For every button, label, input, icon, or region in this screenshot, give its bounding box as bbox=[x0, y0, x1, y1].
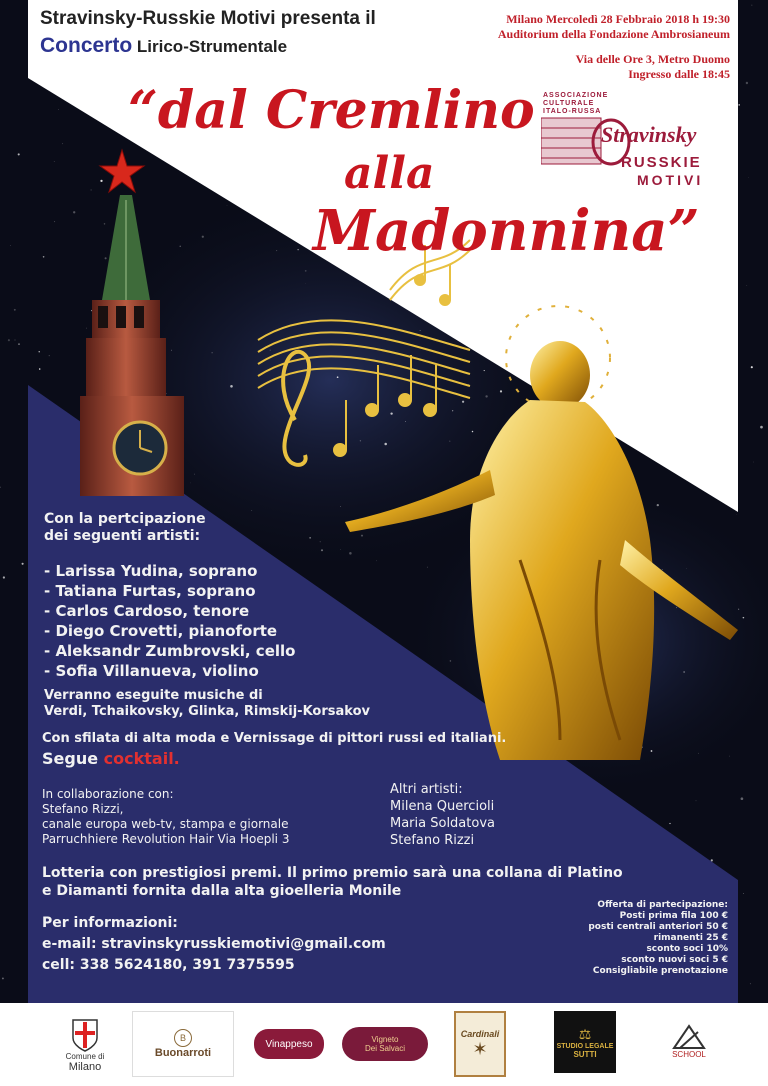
cardinali-name: Cardinali bbox=[460, 1028, 500, 1039]
offer-line: Offerta di partecipazione: bbox=[597, 900, 728, 910]
vigneto-logo bbox=[342, 1027, 428, 1061]
comune-line-1: Comune di bbox=[65, 1051, 105, 1061]
association-logo bbox=[541, 92, 729, 196]
comune-milano-logo bbox=[58, 1011, 112, 1079]
star-dot bbox=[180, 246, 181, 247]
star-dot bbox=[58, 109, 59, 110]
concert-type bbox=[40, 34, 287, 58]
star-dot bbox=[746, 82, 748, 84]
star-dot bbox=[452, 410, 453, 411]
star-dot bbox=[86, 328, 87, 329]
star-dot bbox=[361, 535, 363, 537]
star-dot bbox=[309, 537, 310, 538]
milano-crest-icon bbox=[71, 1018, 99, 1052]
school-logo bbox=[664, 1011, 714, 1071]
compass-icon: ✶ bbox=[472, 1038, 488, 1059]
vigneto-line-1: Vigneto bbox=[371, 1035, 399, 1044]
star-dot bbox=[91, 189, 92, 190]
star-dot bbox=[337, 376, 339, 378]
star-dot bbox=[696, 801, 697, 802]
address: Via delle Ore 3, Metro Duomo bbox=[575, 52, 730, 66]
star-dot bbox=[450, 441, 451, 442]
collab-line-2: Stefano Rizzi, bbox=[42, 802, 124, 816]
title-line-1: “dal Cremlino bbox=[128, 80, 535, 141]
star-dot bbox=[760, 426, 763, 429]
other-artists-heading: Altri artisti: bbox=[390, 782, 463, 797]
star-dot bbox=[2, 977, 4, 979]
star-dot bbox=[462, 401, 464, 403]
star-dot bbox=[450, 660, 452, 662]
buonarroti-logo bbox=[132, 1011, 234, 1077]
star-dot bbox=[384, 443, 387, 446]
date-time: Milano Mercoledì 28 Febbraio 2018 h 19:30 bbox=[506, 12, 730, 26]
star-dot bbox=[18, 343, 20, 345]
star-dot bbox=[62, 143, 63, 144]
cocktail-word: cocktail. bbox=[103, 749, 180, 768]
star-dot bbox=[698, 753, 699, 754]
star-dot bbox=[171, 350, 172, 351]
offer-line: Posti prima fila 100 € bbox=[619, 911, 728, 921]
cardinali-logo bbox=[454, 1011, 506, 1077]
star-dot bbox=[468, 384, 469, 385]
artist-item: - Larissa Yudina, soprano bbox=[44, 562, 258, 580]
school-emblem-icon bbox=[672, 1024, 706, 1050]
collaboration bbox=[42, 787, 289, 847]
scales-icon: ⚖ bbox=[578, 1025, 592, 1042]
star-dot bbox=[49, 355, 50, 356]
star-dot bbox=[298, 249, 299, 250]
association-brand: Stravinsky bbox=[601, 122, 697, 147]
fashion-line: Con sfilata di alta moda e Vernissage di pittori russi ed italiani. bbox=[42, 731, 507, 746]
other-artist-name: Milena Quercioli bbox=[390, 799, 495, 814]
star-dot bbox=[472, 431, 474, 433]
artist-item: - Sofia Villanueva, violino bbox=[44, 662, 259, 680]
music-program bbox=[44, 688, 370, 720]
other-artists bbox=[390, 781, 495, 849]
assoc-line-1: ASSOCIAZIONE bbox=[543, 92, 609, 99]
star-dot bbox=[252, 510, 253, 511]
assoc-line-2: CULTURALE bbox=[543, 100, 595, 107]
event-location bbox=[576, 52, 730, 82]
star-dot bbox=[22, 563, 24, 565]
star-dot bbox=[738, 609, 739, 610]
star-dot bbox=[405, 421, 406, 422]
artist-list bbox=[44, 561, 295, 681]
star-dot bbox=[43, 256, 45, 258]
star-dot bbox=[100, 180, 102, 182]
star-dot bbox=[194, 474, 195, 475]
star-dot bbox=[746, 285, 747, 286]
contact-heading: Per informazioni: bbox=[42, 915, 178, 931]
lottery bbox=[42, 864, 623, 900]
segue-word: Segue bbox=[42, 749, 99, 768]
star-dot bbox=[270, 350, 271, 351]
star-dot bbox=[230, 385, 233, 388]
star-dot bbox=[743, 893, 744, 894]
artist-item: - Carlos Cardoso, tenore bbox=[44, 602, 250, 620]
collab-line-4: Parruchhiere Revolution Hair Via Hoepli 3 bbox=[42, 832, 290, 846]
vinappeso-logo: Vinappeso bbox=[254, 1029, 324, 1059]
offer-line: posti centrali anteriori 50 € bbox=[588, 922, 728, 932]
other-artist-name: Stefano Rizzi bbox=[390, 833, 475, 848]
offer-line: sconto soci 10% bbox=[646, 944, 728, 954]
intro-line-1: Con la pertcipazione bbox=[44, 511, 206, 527]
presenter-line: Stravinsky-Russkie Motivi presenta il bbox=[40, 8, 376, 29]
star-dot bbox=[14, 309, 16, 311]
offer-line: sconto nuovi soci 5 € bbox=[621, 955, 728, 965]
star-dot bbox=[15, 340, 16, 341]
school-name: SCHOOL bbox=[672, 1049, 706, 1059]
sponsor-strip bbox=[0, 1003, 768, 1086]
star-dot bbox=[276, 250, 277, 251]
collab-line-3: canale europa web-tv, stampa e giornale bbox=[42, 817, 289, 831]
star-dot bbox=[54, 161, 55, 162]
other-artist-name: Maria Soldatova bbox=[390, 816, 495, 831]
star-dot bbox=[741, 797, 744, 800]
concerto-word: Concerto bbox=[40, 34, 133, 57]
music-line-1: Verranno eseguite musiche di bbox=[44, 688, 263, 703]
artist-item: - Diego Crovetti, pianoforte bbox=[44, 622, 278, 640]
star-dot bbox=[190, 483, 191, 484]
star-dot bbox=[711, 859, 713, 861]
offer-line: rimanenti 25 € bbox=[653, 933, 728, 943]
artist-item: - Tatiana Furtas, soprano bbox=[44, 582, 256, 600]
star-dot bbox=[669, 823, 670, 824]
star-dot bbox=[657, 504, 659, 506]
association-name-1: RUSSKIE bbox=[621, 154, 702, 171]
association-subtitle bbox=[543, 92, 608, 116]
star-dot bbox=[3, 576, 5, 578]
studio-line-2: SUTTI bbox=[573, 1049, 597, 1059]
star-dot bbox=[752, 5, 753, 6]
buonarroti-emblem-icon: B bbox=[174, 1029, 192, 1047]
lottery-line-1: Lotteria con prestigiosi premi. Il primo premio sarà una collana di Platino bbox=[42, 865, 623, 881]
star-dot bbox=[39, 351, 40, 352]
star-dot bbox=[54, 221, 55, 222]
star-dot bbox=[729, 756, 730, 757]
intro-line-2: dei seguenti artisti: bbox=[44, 528, 201, 544]
star-dot bbox=[390, 412, 392, 414]
offer-line: Consigliabile prenotazione bbox=[592, 966, 728, 976]
star-dot bbox=[683, 671, 684, 672]
association-name-2: MOTIVI bbox=[637, 172, 704, 188]
star-dot bbox=[8, 339, 10, 341]
vigneto-line-2: Dei Salvaci bbox=[364, 1044, 405, 1053]
star-dot bbox=[485, 395, 487, 397]
star-dot bbox=[104, 223, 105, 224]
participation-intro bbox=[44, 511, 206, 545]
star-dot bbox=[662, 569, 663, 570]
star-dot bbox=[484, 370, 485, 371]
contact-phone[interactable]: cell: 338 5624180, 391 7375595 bbox=[42, 957, 295, 973]
star-dot bbox=[39, 368, 41, 370]
star-dot bbox=[73, 211, 75, 213]
assoc-line-3: ITALO-RUSSA bbox=[543, 108, 602, 115]
star-dot bbox=[321, 549, 323, 551]
star-dot bbox=[202, 236, 204, 238]
star-dot bbox=[10, 245, 11, 246]
venue: Auditorium della Fondazione Ambrosianeum bbox=[497, 27, 730, 41]
star-dot bbox=[651, 750, 653, 752]
star-dot bbox=[676, 607, 677, 608]
star-dot bbox=[738, 104, 740, 106]
star-dot bbox=[376, 560, 377, 561]
star-dot bbox=[340, 506, 341, 507]
star-dot bbox=[420, 330, 421, 331]
star-dot bbox=[751, 366, 753, 368]
star-dot bbox=[748, 177, 749, 178]
star-dot bbox=[18, 153, 20, 155]
star-dot bbox=[500, 390, 502, 392]
star-dot bbox=[743, 617, 745, 619]
studio-legale-logo bbox=[554, 1011, 616, 1073]
segue-line bbox=[42, 749, 180, 768]
comune-line-2: Milano bbox=[68, 1060, 102, 1073]
star-dot bbox=[105, 257, 107, 259]
concerto-rest: Lirico-Strumentale bbox=[132, 37, 288, 56]
star-dot bbox=[320, 541, 321, 542]
lottery-line-2: e Diamanti fornita dalla alta gioelleria Monile bbox=[42, 883, 402, 899]
star-dot bbox=[686, 568, 687, 569]
star-dot bbox=[750, 983, 751, 984]
title-line-2: alla bbox=[344, 148, 435, 199]
music-line-2: Verdi, Tchaikovsky, Glinka, Rimskij-Korsakov bbox=[44, 704, 370, 719]
title-line-3: Madonnina” bbox=[313, 198, 700, 264]
star-dot bbox=[212, 352, 213, 353]
entry-time: Ingresso dalle 18:45 bbox=[628, 67, 730, 81]
buonarroti-name: Buonarroti bbox=[154, 1047, 212, 1059]
star-dot bbox=[305, 270, 307, 272]
contact-email[interactable]: e-mail: stravinskyrusskiemotivi@gmail.com bbox=[42, 936, 386, 952]
star-dot bbox=[427, 567, 428, 568]
studio-line-1: STUDIO LEGALE bbox=[556, 1042, 614, 1050]
artist-item: - Aleksandr Zumbrovski, cello bbox=[44, 642, 296, 660]
star-dot bbox=[360, 440, 361, 441]
star-dot bbox=[349, 552, 352, 555]
contact-info bbox=[42, 913, 386, 976]
ticket-offer bbox=[588, 900, 728, 977]
event-datetime bbox=[498, 12, 730, 42]
collab-line-1: In collaborazione con: bbox=[42, 787, 174, 801]
